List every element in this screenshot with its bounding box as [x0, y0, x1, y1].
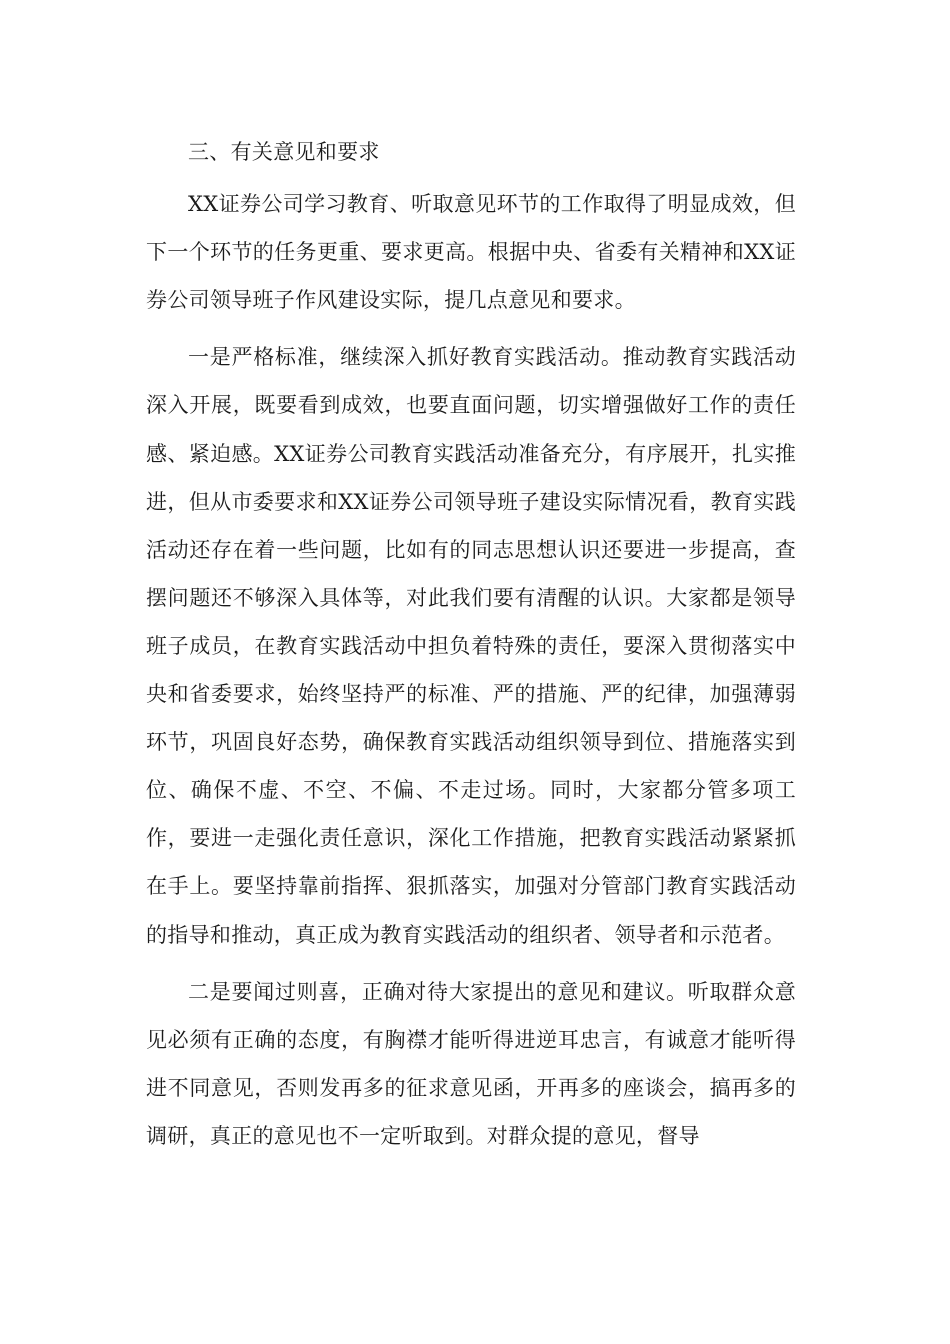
paragraph-point-one: 一是严格标准，继续深入抓好教育实践活动。推动教育实践活动深入开展，既要看到成效，也要直面问题，切实增强做好工作的责任感、紧迫感。XX证券公司教育实践活动准备充分，有序展开，扎实推进，但从市委要求和XX证券公司领导班子建设实际情况看，教育实践活动还存在着一些问题，比如有的同志思想认识还要进一步提高，查摆问题还不够深入具体等，对此我们要有清醒的认识。大家都是领导班子成员，在教育实践活动中担负着特殊的责任，要深入贯彻落实中央和省委要求，始终坚持严的标准、严的措施、严的纪律，加强薄弱环节，巩固良好态势，确保教育实践活动组织领导到位、措施落实到位、确保不虚、不空、不偏、不走过场。同时，大家都分管多项工作，要进一走强化责任意识，深化工作措施，把教育实践活动紧紧抓在手上。要坚持靠前指挥、狠抓落实，加强对分管部门教育实践活动的指导和推动，真正成为教育实践活动的组织者、领导者和示范者。	[146, 345, 796, 947]
paragraph-point-two: 二是要闻过则喜，正确对待大家提出的意见和建议。听取群众意见必须有正确的态度，有胸襟才能听得进逆耳忠言，有诚意才能听得进不同意见，否则发再多的征求意见函，开再多的座谈会，搞再多的调研，真正的意见也不一定听取到。对群众提的意见，督导	[146, 979, 796, 1148]
document-body	[146, 128, 796, 1169]
paragraph-intro: XX证券公司学习教育、听取意见环节的工作取得了明显成效，但下一个环节的任务更重、要求更高。根据中央、省委有关精神和XX证券公司领导班子作风建设实际，提几点意见和要求。	[146, 192, 796, 313]
section-heading: 三、有关意见和要求	[188, 140, 380, 164]
